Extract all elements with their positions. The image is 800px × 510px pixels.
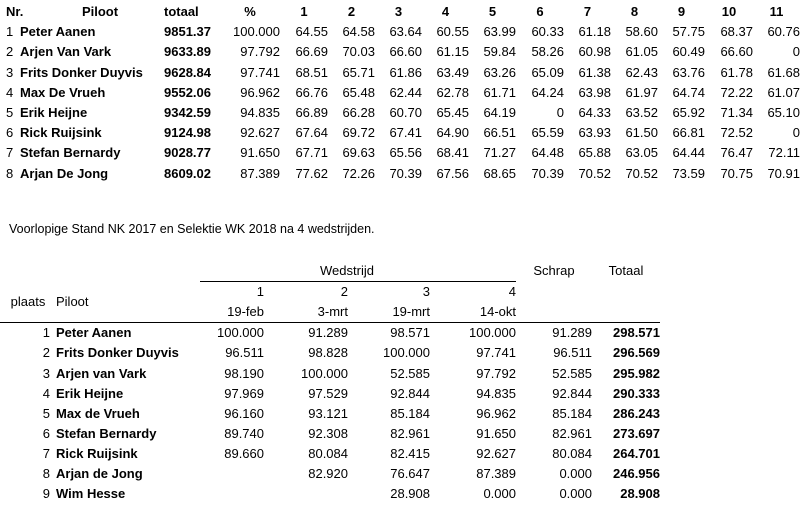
rank: 8 bbox=[6, 165, 14, 181]
score: 63.64 bbox=[389, 24, 422, 40]
score: 63.99 bbox=[483, 24, 516, 40]
standings-note: Voorlopige Stand NK 2017 en Selektie WK 2018 na 4 wedstrijden. bbox=[9, 222, 375, 236]
score: 70.75 bbox=[720, 165, 753, 181]
header-round-1: 1 bbox=[300, 4, 308, 20]
schrap-value: 52.585 bbox=[552, 365, 592, 381]
place: 5 bbox=[42, 405, 50, 421]
pilot-name: Arjan De Jong bbox=[20, 165, 109, 181]
table-row bbox=[0, 42, 800, 62]
header-round-2: 2 bbox=[347, 4, 356, 20]
score: 61.71 bbox=[483, 84, 516, 100]
standings-table bbox=[0, 2, 800, 184]
score: 0 bbox=[792, 44, 800, 60]
pilot-name: Erik Heijne bbox=[20, 105, 88, 121]
score: 68.37 bbox=[720, 24, 753, 40]
pilot-name: Arjan de Jong bbox=[56, 465, 143, 481]
percent: 97.741 bbox=[240, 64, 280, 80]
race-score: 96.511 bbox=[225, 345, 264, 361]
table-row bbox=[0, 164, 800, 184]
race-score: 92.627 bbox=[476, 445, 516, 461]
header-nr: Nr. bbox=[6, 4, 24, 20]
total-value: 296.569 bbox=[613, 345, 660, 361]
race-score: 52.585 bbox=[390, 365, 430, 381]
score: 65.48 bbox=[342, 84, 375, 100]
score: 63.93 bbox=[578, 125, 611, 141]
percent: 94.835 bbox=[240, 105, 280, 121]
table-row bbox=[0, 83, 800, 103]
score: 64.58 bbox=[342, 24, 375, 40]
total-value: 298.571 bbox=[613, 325, 660, 341]
race-score: 100.000 bbox=[383, 345, 430, 361]
score: 64.33 bbox=[578, 105, 611, 121]
score: 67.64 bbox=[295, 125, 328, 141]
header-round-11: 11 bbox=[769, 4, 784, 20]
total: 9628.84 bbox=[164, 64, 211, 80]
race-score: 97.792 bbox=[476, 365, 516, 381]
score: 68.51 bbox=[295, 64, 328, 80]
score: 65.56 bbox=[389, 145, 422, 161]
piloot-label: Piloot bbox=[56, 294, 89, 310]
score: 72.26 bbox=[342, 165, 375, 181]
score: 58.26 bbox=[531, 44, 564, 60]
race-score: 100.000 bbox=[217, 325, 264, 341]
score: 70.52 bbox=[578, 165, 611, 181]
race-date-row bbox=[0, 302, 660, 323]
race-score: 82.961 bbox=[390, 425, 430, 441]
score: 63.52 bbox=[625, 105, 658, 121]
pilot-name: Stefan Bernardy bbox=[20, 145, 121, 161]
race-score: 94.835 bbox=[476, 385, 516, 401]
score: 63.05 bbox=[625, 145, 658, 161]
race-score: 76.647 bbox=[390, 465, 430, 481]
totaal-label: Totaal bbox=[608, 263, 644, 279]
score: 59.84 bbox=[483, 44, 516, 60]
score: 60.70 bbox=[389, 105, 422, 121]
race-number: 4 bbox=[430, 282, 516, 303]
score: 0 bbox=[556, 105, 564, 121]
total: 9552.06 bbox=[164, 84, 211, 100]
score: 65.45 bbox=[436, 105, 469, 121]
score: 63.26 bbox=[483, 64, 516, 80]
percent: 91.650 bbox=[240, 145, 280, 161]
pilot-name: Max de Vrueh bbox=[56, 405, 140, 421]
pilot-name: Erik Heijne bbox=[56, 385, 124, 401]
score: 66.89 bbox=[295, 105, 328, 121]
score: 73.59 bbox=[672, 165, 705, 181]
total: 9342.59 bbox=[164, 105, 211, 121]
race-score: 97.741 bbox=[476, 345, 516, 361]
wedstrijd-label: Wedstrijd bbox=[320, 263, 374, 279]
score: 61.18 bbox=[578, 24, 611, 40]
race-score: 85.184 bbox=[390, 405, 430, 421]
race-number: 1 bbox=[200, 282, 264, 303]
race-score: 91.289 bbox=[308, 325, 348, 341]
score: 61.78 bbox=[720, 64, 753, 80]
header-round-7: 7 bbox=[583, 4, 592, 20]
score: 71.27 bbox=[483, 145, 516, 161]
score: 64.44 bbox=[672, 145, 705, 161]
table-row bbox=[0, 22, 800, 42]
score: 65.92 bbox=[672, 105, 705, 121]
score: 66.69 bbox=[295, 44, 328, 60]
score: 66.60 bbox=[389, 44, 422, 60]
table-row bbox=[0, 123, 800, 143]
score: 66.28 bbox=[342, 105, 375, 121]
table-row bbox=[0, 323, 660, 344]
score: 66.81 bbox=[672, 125, 705, 141]
race-score: 92.844 bbox=[390, 385, 430, 401]
score: 60.76 bbox=[767, 24, 800, 40]
race-score: 96.962 bbox=[476, 405, 516, 421]
header-round-10: 10 bbox=[721, 4, 737, 20]
selection-table bbox=[0, 261, 660, 504]
score: 62.78 bbox=[436, 84, 469, 100]
place: 2 bbox=[42, 345, 50, 361]
score: 72.22 bbox=[720, 84, 753, 100]
race-score: 100.000 bbox=[301, 365, 348, 381]
score: 60.98 bbox=[578, 44, 611, 60]
race-score: 98.190 bbox=[224, 365, 264, 381]
race-date: 3-mrt bbox=[317, 304, 348, 320]
score: 63.98 bbox=[578, 84, 611, 100]
place: 9 bbox=[42, 486, 50, 502]
total: 9028.77 bbox=[164, 145, 211, 161]
race-date: 19-feb bbox=[227, 304, 264, 320]
race-score: 100.000 bbox=[469, 325, 516, 341]
pilot-name: Peter Aanen bbox=[56, 325, 132, 341]
table-row bbox=[0, 143, 800, 163]
percent: 100.000 bbox=[233, 24, 280, 40]
pilot-name: Peter Aanen bbox=[20, 24, 96, 40]
score: 61.97 bbox=[625, 84, 658, 100]
race-score: 28.908 bbox=[390, 486, 430, 502]
table-row bbox=[0, 103, 800, 123]
schrap-label: Schrap bbox=[533, 263, 575, 279]
race-score: 82.415 bbox=[390, 445, 430, 461]
score: 63.76 bbox=[672, 64, 705, 80]
race-score bbox=[264, 484, 348, 504]
race-score bbox=[200, 464, 264, 484]
score: 68.41 bbox=[436, 145, 469, 161]
score: 70.39 bbox=[531, 165, 564, 181]
place: 8 bbox=[42, 465, 50, 481]
score: 62.43 bbox=[625, 64, 658, 80]
score: 61.38 bbox=[578, 64, 611, 80]
score: 64.74 bbox=[672, 84, 705, 100]
pilot-name: Arjen Van Vark bbox=[20, 44, 112, 60]
total: 8609.02 bbox=[164, 165, 211, 181]
selection-group-row bbox=[0, 261, 660, 282]
score: 66.51 bbox=[483, 125, 516, 141]
table-row bbox=[0, 444, 660, 464]
pilot-name: Stefan Bernardy bbox=[56, 425, 157, 441]
pilot-name: Arjen van Vark bbox=[56, 365, 147, 381]
header-totaal: totaal bbox=[164, 4, 199, 20]
pilot-name: Wim Hesse bbox=[56, 486, 126, 502]
race-score: 93.121 bbox=[308, 405, 348, 421]
race-score bbox=[200, 484, 264, 504]
schrap-value: 91.289 bbox=[552, 325, 592, 341]
total-value: 273.697 bbox=[613, 425, 660, 441]
race-score: 89.660 bbox=[224, 445, 264, 461]
race-date: 19-mrt bbox=[392, 304, 430, 320]
total: 9124.98 bbox=[164, 125, 211, 141]
header-round-9: 9 bbox=[677, 4, 686, 20]
header-piloot: Piloot bbox=[81, 4, 119, 20]
table-row bbox=[0, 484, 660, 504]
schrap-value: 96.511 bbox=[553, 345, 592, 361]
score: 76.47 bbox=[720, 145, 753, 161]
percent: 97.792 bbox=[240, 44, 280, 60]
header-round-3: 3 bbox=[394, 4, 403, 20]
place: 7 bbox=[42, 445, 50, 461]
race-number: 3 bbox=[348, 282, 430, 303]
pilot-name: Rick Ruijsink bbox=[56, 445, 138, 461]
total-value: 246.956 bbox=[613, 465, 660, 481]
score: 62.44 bbox=[389, 84, 422, 100]
score: 65.59 bbox=[531, 125, 564, 141]
score: 67.71 bbox=[295, 145, 328, 161]
pilot-name: Rick Ruijsink bbox=[20, 125, 102, 141]
race-score: 98.828 bbox=[308, 345, 348, 361]
total-value: 290.333 bbox=[613, 385, 660, 401]
race-score: 89.740 bbox=[224, 425, 264, 441]
score: 69.63 bbox=[342, 145, 375, 161]
score: 67.41 bbox=[389, 125, 422, 141]
schrap-value: 85.184 bbox=[552, 405, 592, 421]
percent: 96.962 bbox=[240, 84, 280, 100]
score: 64.90 bbox=[436, 125, 469, 141]
rank: 2 bbox=[6, 44, 14, 60]
score: 61.05 bbox=[625, 44, 658, 60]
score: 66.60 bbox=[720, 44, 753, 60]
total-value: 286.243 bbox=[613, 405, 660, 421]
score: 69.72 bbox=[342, 125, 375, 141]
score: 70.52 bbox=[625, 165, 658, 181]
score: 64.24 bbox=[531, 84, 564, 100]
table-row bbox=[0, 404, 660, 424]
place: 3 bbox=[42, 365, 50, 381]
plaats-label: plaats bbox=[10, 294, 46, 310]
race-score: 0.000 bbox=[483, 486, 516, 502]
place: 6 bbox=[42, 425, 50, 441]
score: 64.55 bbox=[295, 24, 328, 40]
header-round-4: 4 bbox=[441, 4, 450, 20]
schrap-value: 0.000 bbox=[559, 465, 592, 481]
score: 65.71 bbox=[342, 64, 375, 80]
race-score: 97.969 bbox=[224, 385, 264, 401]
score: 60.49 bbox=[672, 44, 705, 60]
race-score: 82.920 bbox=[308, 465, 348, 481]
score: 70.03 bbox=[342, 44, 375, 60]
rank: 7 bbox=[6, 145, 14, 161]
rank: 4 bbox=[6, 84, 14, 100]
rank: 5 bbox=[6, 105, 14, 121]
table-row bbox=[0, 384, 660, 404]
score: 70.39 bbox=[389, 165, 422, 181]
score: 60.55 bbox=[436, 24, 469, 40]
table-row bbox=[0, 464, 660, 484]
score: 61.15 bbox=[436, 44, 469, 60]
percent: 92.627 bbox=[240, 125, 280, 141]
score: 72.11 bbox=[768, 145, 800, 161]
table-row bbox=[0, 363, 660, 383]
header-round-5: 5 bbox=[488, 4, 497, 20]
race-score: 80.084 bbox=[308, 445, 348, 461]
pilot-name: Max De Vrueh bbox=[20, 84, 106, 100]
score: 66.76 bbox=[295, 84, 328, 100]
race-score: 98.571 bbox=[390, 325, 430, 341]
score: 77.62 bbox=[295, 165, 328, 181]
total-value: 28.908 bbox=[620, 486, 660, 502]
total-value: 295.982 bbox=[613, 365, 660, 381]
schrap-value: 80.084 bbox=[552, 445, 592, 461]
total-value: 264.701 bbox=[613, 445, 660, 461]
race-number: 2 bbox=[264, 282, 348, 303]
score: 64.48 bbox=[531, 145, 564, 161]
score: 61.86 bbox=[389, 64, 422, 80]
race-score: 96.160 bbox=[224, 405, 264, 421]
score: 70.91 bbox=[767, 165, 800, 181]
race-score: 92.308 bbox=[308, 425, 348, 441]
score: 61.50 bbox=[625, 125, 658, 141]
total: 9633.89 bbox=[164, 44, 211, 60]
score: 64.19 bbox=[483, 105, 516, 121]
schrap-value: 92.844 bbox=[552, 385, 592, 401]
score: 57.75 bbox=[672, 24, 705, 40]
rank: 1 bbox=[6, 24, 14, 40]
race-score: 91.650 bbox=[476, 425, 516, 441]
schrap-value: 0.000 bbox=[559, 486, 592, 502]
table-row bbox=[0, 343, 660, 363]
rank: 6 bbox=[6, 125, 14, 141]
table-row bbox=[0, 63, 800, 83]
standings-header-row bbox=[0, 2, 800, 22]
table-row bbox=[0, 424, 660, 444]
race-score: 87.389 bbox=[476, 465, 516, 481]
score: 67.56 bbox=[436, 165, 469, 181]
place: 1 bbox=[42, 325, 50, 341]
place: 4 bbox=[42, 385, 50, 401]
score: 61.68 bbox=[767, 64, 800, 80]
header-round-8: 8 bbox=[630, 4, 639, 20]
score: 65.10 bbox=[767, 105, 800, 121]
total: 9851.37 bbox=[164, 24, 211, 40]
score: 60.33 bbox=[531, 24, 564, 40]
score: 0 bbox=[792, 125, 800, 141]
score: 71.34 bbox=[720, 105, 753, 121]
rank: 3 bbox=[6, 64, 14, 80]
header-round-6: 6 bbox=[536, 4, 544, 20]
score: 72.52 bbox=[720, 125, 753, 141]
score: 68.65 bbox=[483, 165, 516, 181]
score: 58.60 bbox=[625, 24, 658, 40]
score: 63.49 bbox=[436, 64, 469, 80]
race-score: 97.529 bbox=[308, 385, 348, 401]
score: 65.88 bbox=[578, 145, 611, 161]
pilot-name: Frits Donker Duyvis bbox=[56, 345, 179, 361]
percent: 87.389 bbox=[240, 165, 280, 181]
race-date: 14-okt bbox=[479, 304, 516, 320]
pilot-name: Frits Donker Duyvis bbox=[20, 64, 143, 80]
header-percent: % bbox=[244, 4, 256, 20]
score: 65.09 bbox=[531, 64, 564, 80]
schrap-value: 82.961 bbox=[552, 425, 592, 441]
score: 61.07 bbox=[767, 84, 800, 100]
